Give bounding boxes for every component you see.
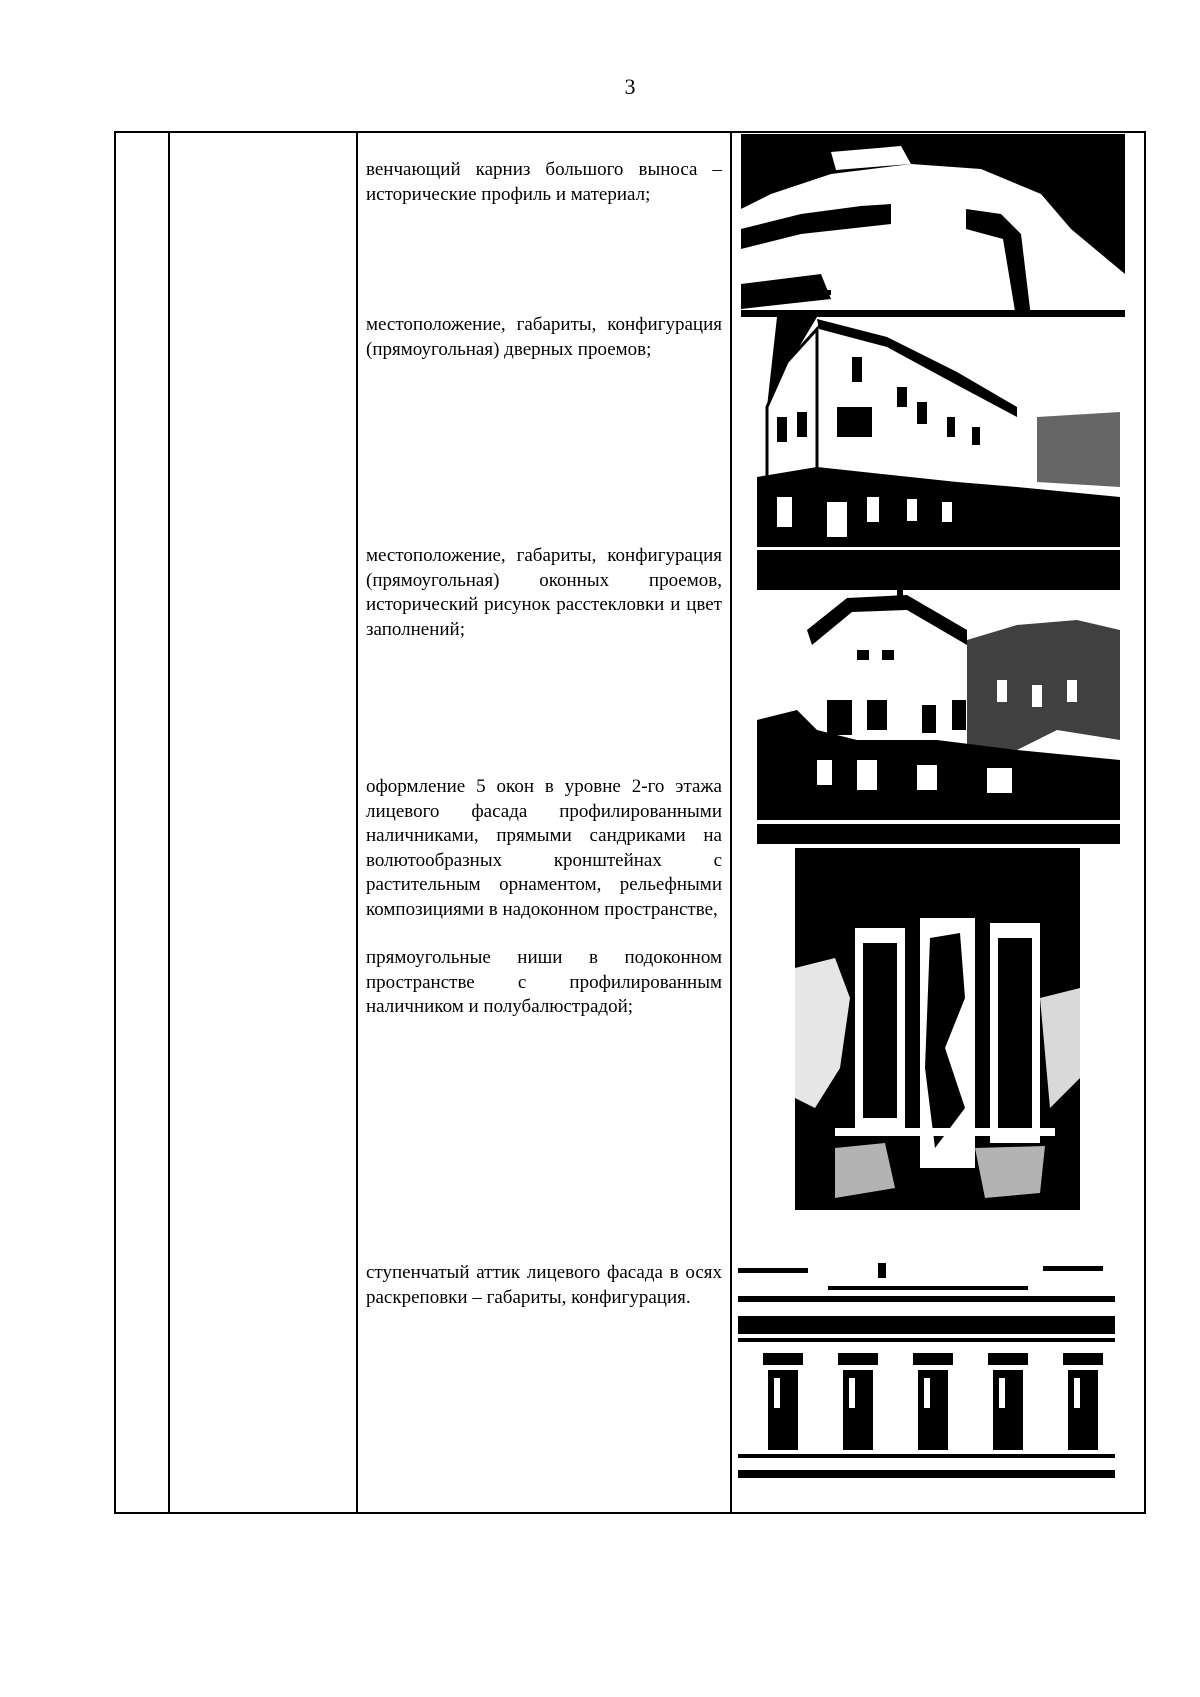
table-divider-2 [356, 131, 358, 1514]
building-corner-photo [757, 317, 1120, 590]
table-border-left [114, 131, 116, 1514]
description-text: прямоугольные ниши в подоконном пространстве с профилированным наличником и полубалюстрадой; [366, 947, 722, 1017]
table-divider-3 [730, 131, 732, 1514]
description-text: оформление 5 окон в уровне 2-го этажа лицевого фасада профилированными наличниками, прямыми сандриками на волютообразных кронштейнах с растительным орнаментом, рельефными композициями в надоконном пространстве, [366, 776, 722, 920]
description-windows [366, 544, 722, 642]
description-doors [366, 313, 722, 362]
table-border-top [114, 131, 1146, 133]
table-border-bottom [114, 1512, 1146, 1514]
description-text: местоположение, габариты, конфигурация (прямоугольная) дверных проемов; [366, 314, 722, 360]
description-window-decor [366, 775, 722, 1020]
cornice-photo [741, 134, 1125, 317]
description-cornice [366, 158, 722, 207]
page-number: 3 [624, 74, 636, 99]
description-text: венчающий карниз большого выноса – исторические профиль и материал; [366, 159, 722, 205]
description-attic [366, 1261, 722, 1310]
window-decor-photo [795, 848, 1080, 1210]
table-border-right [1144, 131, 1146, 1514]
building-facade-photo [757, 590, 1120, 844]
description-text: местоположение, габариты, конфигурация (прямоугольная) оконных проемов, исторический рисунок расстекловки и цвет заполнений; [366, 545, 722, 640]
attic-facade-photo [738, 1258, 1115, 1478]
description-text: ступенчатый аттик лицевого фасада в осях раскреповки – габариты, конфигурация. [366, 1262, 722, 1308]
table-divider-1 [168, 131, 170, 1514]
